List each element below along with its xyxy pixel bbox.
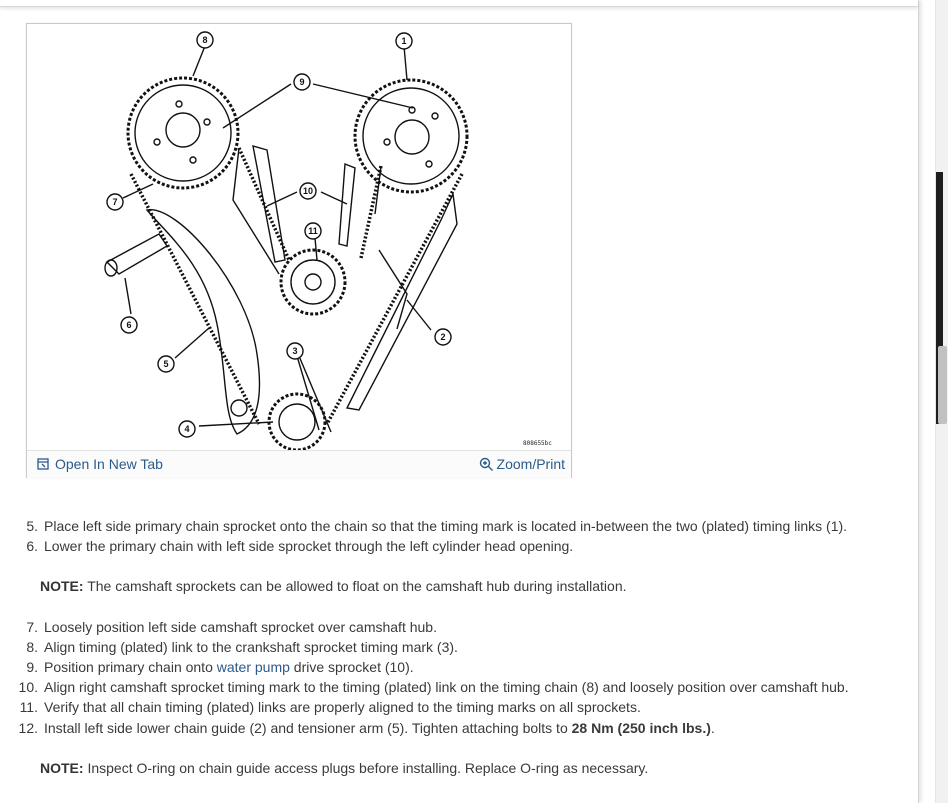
callout-9: 9 xyxy=(299,77,305,87)
steps-list-a xyxy=(0,516,910,556)
scrollbar-thumb[interactable] xyxy=(938,346,947,424)
list-item: 5. Place left side primary chain sprocket onto the chain so that the timing mark is located in-between the two (plated) timing links (1). xyxy=(26,518,848,534)
magnifier-plus-icon xyxy=(479,457,494,472)
figure-code: 808655bc xyxy=(523,440,552,447)
top-divider xyxy=(0,0,918,7)
callout-8: 8 xyxy=(202,35,208,45)
list-item: 10. Align right camshaft sprocket timing mark to the timing (plated) link on the timing chain (8) and loosely position over camshaft hub. xyxy=(18,679,849,696)
callout-1: 1 xyxy=(401,36,407,46)
note-float: NOTE: The camshaft sprockets can be allowed to float on the camshaft hub during installation. xyxy=(40,578,627,595)
water-pump-link[interactable]: water pump xyxy=(216,659,290,676)
zoom-print-label: Zoom/Print xyxy=(496,456,565,472)
list-item: 6. Lower the primary chain with left side sprocket through the left cylinder head opening. xyxy=(26,538,574,555)
callout-5: 5 xyxy=(163,359,169,369)
zoom-print-link[interactable] xyxy=(479,456,565,472)
note-oring: NOTE: Inspect O-ring on chain guide access plugs before installing. Replace O-ring as necessary. xyxy=(40,759,649,776)
open-in-new-tab-icon xyxy=(37,458,49,470)
callout-10: 10 xyxy=(302,186,314,196)
list-item: 9. Position primary chain onto water pump drive sprocket (10). xyxy=(26,659,414,676)
callout-6: 6 xyxy=(126,320,132,330)
figure-container xyxy=(26,23,572,478)
steps-list-b xyxy=(0,617,910,738)
callout-2: 2 xyxy=(440,332,446,342)
open-in-new-tab-label: Open In New Tab xyxy=(55,456,163,472)
callout-7: 7 xyxy=(112,197,118,207)
callout-3: 3 xyxy=(292,346,298,356)
procedure-text xyxy=(0,516,910,798)
scrollbar-track[interactable] xyxy=(935,0,948,803)
callout-11: 11 xyxy=(308,226,318,236)
list-item: 12. Install left side lower chain guide (2) and tensioner arm (5). Tighten attaching bolts to 28 Nm (250 inch lbs.). xyxy=(18,719,715,736)
timing-chain-diagram[interactable] xyxy=(27,24,571,450)
list-item: 8. Align timing (plated) link to the crankshaft sprocket timing mark (3). xyxy=(26,638,458,655)
list-item: 7. Loosely position left side camshaft sprocket over camshaft hub. xyxy=(26,618,437,635)
list-item: 11. Verify that all chain timing (plated) links are properly aligned to the timing marks on all sprockets. xyxy=(19,699,641,716)
torque-value: 28 Nm (250 inch lbs.) xyxy=(571,719,711,736)
open-in-new-tab-link[interactable] xyxy=(37,456,163,472)
callout-4: 4 xyxy=(184,424,190,434)
figure-toolbar xyxy=(27,450,571,478)
